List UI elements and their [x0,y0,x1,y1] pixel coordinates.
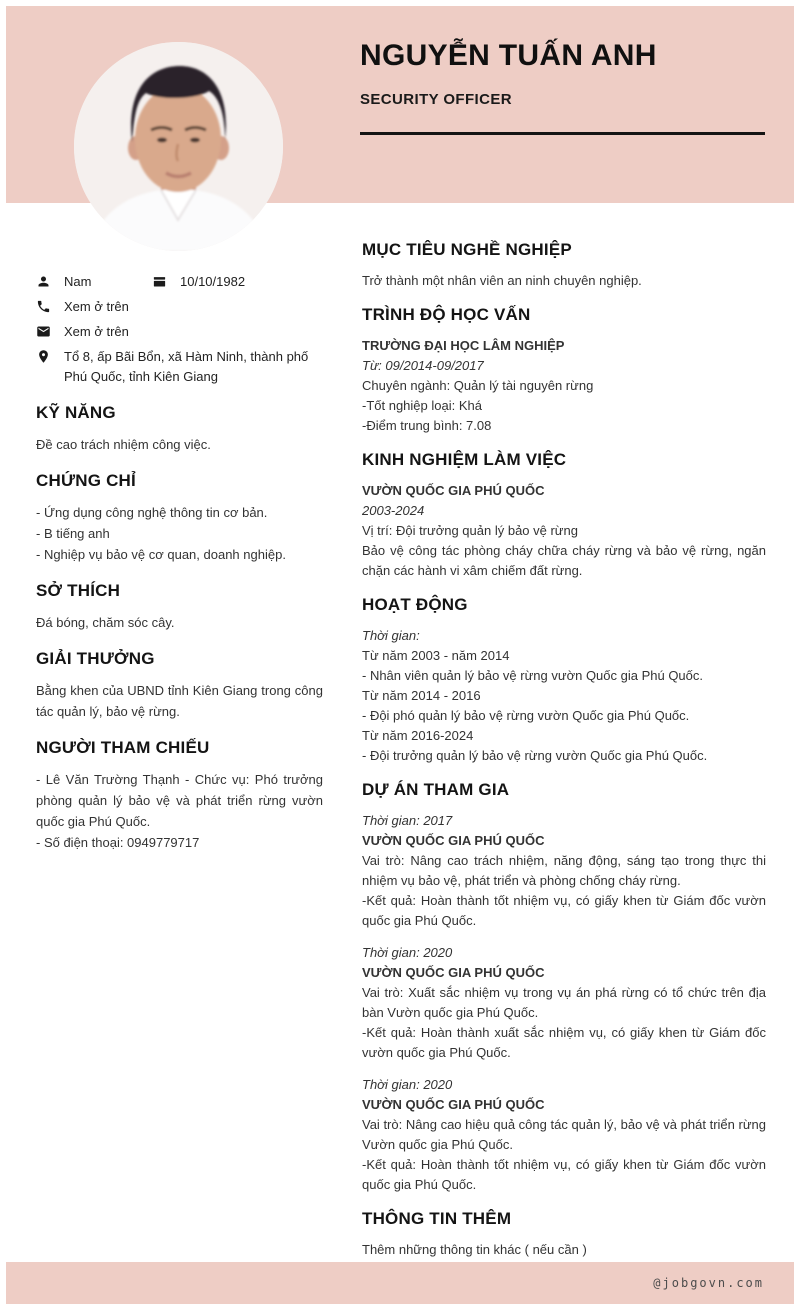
project-period: Thời gian: 2017 [362,813,453,828]
project-item [362,1075,766,1195]
right-column [362,240,766,1274]
contact-row-gender-dob [36,272,323,292]
footer-band [6,1262,794,1304]
section-education [362,305,766,436]
section-skills [36,403,323,455]
activities-period-label: Thời gian: [362,628,420,643]
section-additional-info [362,1209,766,1260]
activity-line: Từ năm 2003 - năm 2014 [362,648,510,663]
section-projects [362,780,766,1195]
contact-block [36,272,323,387]
portrait-illustration [74,42,283,251]
activity-line: Từ năm 2016-2024 [362,728,474,743]
profile-photo [74,42,283,251]
email-value: Xem ở trên [64,324,129,339]
section-title: KỸ NĂNG [36,403,116,422]
section-certificates [36,471,323,565]
calendar-icon [152,274,167,289]
phone-icon [36,299,51,314]
hobbies-body: Đá bóng, chăm sóc cây. [36,615,175,630]
contact-row-address [36,347,323,387]
project-result: -Kết quả: Hoàn thành xuất sắc nhiệm vụ, có giấy khen từ Giám đốc vườn quốc gia Phú Quốc. [362,1025,766,1060]
project-org: VƯỜN QUỐC GIA PHÚ QUỐC [362,1097,545,1112]
candidate-name: NGUYỄN TUẤN ANH [360,39,657,72]
additional-body: Thêm những thông tin khác ( nếu cần ) [362,1242,587,1257]
contact-row-email [36,322,323,342]
project-result: -Kết quả: Hoàn thành tốt nhiệm vụ, có giấy khen từ Giám đốc vườn quốc gia Phú Quốc. [362,893,766,928]
section-hobbies [36,581,323,633]
certificate-item: - Nghiệp vụ bảo vệ cơ quan, doanh nghiệp. [36,547,286,562]
footer-credit: @jobgovn.com [653,1276,764,1290]
section-title: NGƯỜI THAM CHIẾU [36,738,210,757]
project-role: Vai trò: Nâng cao hiệu quả công tác quản lý, bảo vệ và phát triển rừng Vườn quốc gia Phú Quốc. [362,1117,766,1152]
objective-body: Trở thành một nhân viên an ninh chuyên nghiệp. [362,273,642,288]
experience-description: Bảo vệ công tác phòng cháy chữa cháy rừng và bảo vệ rừng, ngăn chặn các hành vi xâm chiếm đất rừng. [362,543,766,578]
job-title: SECURITY OFFICER [360,91,512,108]
experience-period: 2003-2024 [362,503,425,518]
email-icon [36,324,51,339]
person-icon [36,274,51,289]
section-title: THÔNG TIN THÊM [362,1209,512,1228]
education-major: Chuyên ngành: Quản lý tài nguyên rừng [362,378,594,393]
skills-body: Đề cao trách nhiệm công việc. [36,437,211,452]
education-school: TRƯỜNG ĐẠI HỌC LÂM NGHIỆP [362,338,565,353]
section-activities [362,595,766,766]
header-text-block [360,38,765,135]
location-icon [36,349,51,364]
activity-line: Từ năm 2014 - 2016 [362,688,481,703]
project-org: VƯỜN QUỐC GIA PHÚ QUỐC [362,965,545,980]
section-title: DỰ ÁN THAM GIA [362,780,510,799]
project-org: VƯỜN QUỐC GIA PHÚ QUỐC [362,833,545,848]
activity-line: - Nhân viên quản lý bảo vệ rừng vườn Quốc gia Phú Quốc. [362,668,704,683]
experience-position: Vị trí: Đội trưởng quản lý bảo vệ rừng [362,523,578,538]
project-result: -Kết quả: Hoàn thành tốt nhiệm vụ, có giấy khen từ Giám đốc vườn quốc gia Phú Quốc. [362,1157,766,1192]
phone-value: Xem ở trên [64,299,129,314]
awards-body: Bằng khen của UBND tỉnh Kiên Giang trong công tác quản lý, bảo vệ rừng. [36,683,323,719]
project-period: Thời gian: 2020 [362,945,453,960]
address-value: Tổ 8, ấp Bãi Bổn, xã Hàm Ninh, thành phố Phú Quốc, tỉnh Kiên Giang [64,349,309,384]
reference-person: - Lê Văn Trường Thạnh - Chức vụ: Phó trưởng phòng quản lý bảo vệ và phát triển rừng vườn quốc gia Phú Quốc. [36,772,323,829]
certificate-item: - B tiếng anh [36,526,110,541]
education-gpa: -Điểm trung bình: 7.08 [362,418,492,433]
education-period: Từ: 09/2014-09/2017 [362,358,484,373]
reference-phone: - Số điện thoại: 0949779717 [36,835,200,850]
activity-line: - Đội phó quản lý bảo vệ rừng vườn Quốc gia Phú Quốc. [362,708,690,723]
section-objective [362,240,766,291]
certificate-item: - Ứng dụng công nghệ thông tin cơ bản. [36,505,268,520]
project-period: Thời gian: 2020 [362,1077,453,1092]
project-item [362,943,766,1063]
section-title: MỤC TIÊU NGHỀ NGHIỆP [362,240,572,259]
experience-company: VƯỜN QUỐC GIA PHÚ QUỐC [362,483,545,498]
section-title: CHỨNG CHỈ [36,471,136,490]
section-title: TRÌNH ĐỘ HỌC VẤN [362,305,531,324]
activity-line: - Đội trưởng quản lý bảo vệ rừng vườn Quốc gia Phú Quốc. [362,748,708,763]
project-role: Vai trò: Nâng cao trách nhiệm, năng động, sáng tạo trong thực thi nhiệm vụ bảo vệ, phát triển và phòng chống cháy rừng. [362,853,766,888]
section-title: HOẠT ĐỘNG [362,595,468,614]
section-title: GIẢI THƯỞNG [36,649,155,668]
header-divider [360,132,765,135]
gender-value: Nam [64,274,92,289]
left-column [36,272,323,853]
education-grade: -Tốt nghiệp loại: Khá [362,398,482,413]
contact-row-phone [36,297,323,317]
project-item [362,811,766,931]
section-title: KINH NGHIỆM LÀM VIỆC [362,450,567,469]
dob-value: 10/10/1982 [180,274,246,289]
section-awards [36,649,323,722]
section-references [36,738,323,853]
section-experience [362,450,766,581]
section-title: SỞ THÍCH [36,581,121,600]
project-role: Vai trò: Xuất sắc nhiệm vụ trong vụ án phá rừng có tổ chức trên địa bàn Vườn quốc gia Phú Quốc. [362,985,766,1020]
